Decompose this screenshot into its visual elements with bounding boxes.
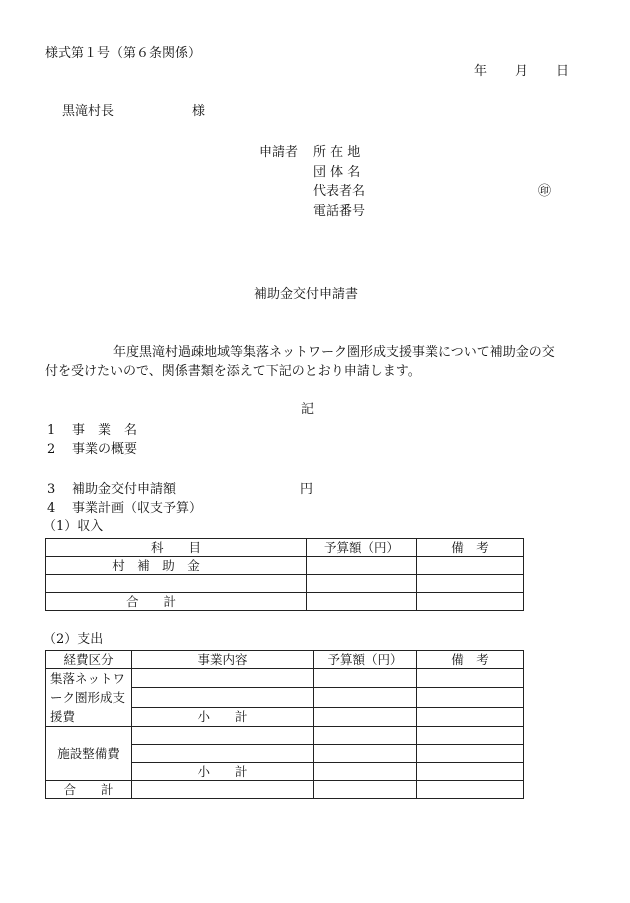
expense-amount-cell[interactable]: [314, 727, 417, 745]
expense-subtotal-1: 小 計: [132, 707, 314, 726]
expense-header-budget: 予算額（円）: [314, 651, 417, 669]
income-header-budget: 予算額（円）: [307, 539, 417, 557]
income-blank-subject[interactable]: [46, 575, 307, 593]
item-3-unit: 円: [300, 482, 314, 497]
expense-amount-cell[interactable]: [314, 669, 417, 688]
item-2-label: 事業の概要: [72, 442, 138, 457]
income-table: [45, 538, 524, 611]
expense-header-category: 経費区分: [46, 651, 132, 669]
seal-mark: ㊞: [538, 184, 552, 199]
addressee-honorific: 様: [192, 104, 206, 119]
income-heading: （1）収入: [43, 519, 104, 534]
table-row: [46, 593, 524, 611]
table-row: [46, 781, 524, 799]
item-2-number: 2: [47, 442, 56, 457]
expense-subtotal-2: 小 計: [132, 763, 314, 781]
date-year: 年: [474, 64, 488, 79]
income-village-subsidy: 村 補 助 金: [46, 557, 307, 575]
expense-remarks-cell[interactable]: [417, 669, 524, 688]
expense-amount-cell[interactable]: [314, 688, 417, 707]
form-number: 様式第１号（第６条関係）: [45, 46, 202, 61]
income-total-amount[interactable]: [307, 593, 417, 611]
table-row: [46, 557, 524, 575]
expense-total-label: 合 計: [46, 781, 132, 799]
expense-total-content[interactable]: [132, 781, 314, 799]
item-4-number: 4: [47, 501, 56, 516]
income-total-remarks[interactable]: [417, 593, 524, 611]
item-1-label: 事 業 名: [72, 423, 138, 438]
expense-header-content: 事業内容: [132, 651, 314, 669]
expense-subtotal-2-amount[interactable]: [314, 763, 417, 781]
addressee-name: 黒滝村長: [62, 104, 115, 119]
income-header-subject: 科 目: [46, 539, 307, 557]
expense-total-amount[interactable]: [314, 781, 417, 799]
table-row: [46, 539, 524, 557]
expense-amount-cell[interactable]: [314, 745, 417, 763]
applicant-phone-label: 電話番号: [313, 204, 366, 219]
expense-remarks-cell[interactable]: [417, 688, 524, 707]
expense-content-cell[interactable]: [132, 669, 314, 688]
expense-category-facility: 施設整備費: [46, 727, 132, 781]
expense-remarks-cell[interactable]: [417, 727, 524, 745]
date-month: 月: [515, 64, 529, 79]
income-village-subsidy-remarks[interactable]: [417, 557, 524, 575]
expense-subtotal-1-amount[interactable]: [314, 707, 417, 726]
income-total-label: 合 計: [46, 593, 307, 611]
income-village-subsidy-amount[interactable]: [307, 557, 417, 575]
item-1-number: 1: [47, 423, 56, 438]
body-line-2: 付を受けたいので、関係書類を添えて下記のとおり申請します。: [45, 364, 421, 379]
expense-total-remarks[interactable]: [417, 781, 524, 799]
expense-content-cell[interactable]: [132, 745, 314, 763]
expense-header-remarks: 備 考: [417, 651, 524, 669]
applicant-label: 申請者: [259, 145, 299, 160]
body-line-1: 年度黒滝村過疎地域等集落ネットワーク圏形成支援事業について補助金の交: [113, 345, 555, 360]
table-row: [46, 727, 524, 745]
item-3-number: 3: [47, 482, 56, 497]
expense-remarks-cell[interactable]: [417, 745, 524, 763]
expense-subtotal-2-remarks[interactable]: [417, 763, 524, 781]
expense-heading: （2）支出: [43, 632, 104, 647]
expense-table: [45, 650, 524, 799]
table-row: [46, 651, 524, 669]
applicant-rep-label: 代表者名: [313, 184, 366, 199]
income-blank-amount[interactable]: [307, 575, 417, 593]
document-title: 補助金交付申請書: [254, 287, 359, 302]
table-row: [46, 575, 524, 593]
expense-content-cell[interactable]: [132, 727, 314, 745]
ki-heading: 記: [301, 402, 315, 417]
item-3-label: 補助金交付申請額: [72, 482, 177, 497]
applicant-address-label: 所 在 地: [313, 145, 361, 160]
item-4-label: 事業計画（収支予算）: [72, 501, 203, 516]
table-row: [46, 669, 524, 688]
applicant-org-label: 団 体 名: [313, 165, 361, 180]
income-blank-remarks[interactable]: [417, 575, 524, 593]
expense-content-cell[interactable]: [132, 688, 314, 707]
income-header-remarks: 備 考: [417, 539, 524, 557]
date-day: 日: [556, 64, 570, 79]
expense-subtotal-1-remarks[interactable]: [417, 707, 524, 726]
expense-category-network: 集落ネットワーク圏形成支援費: [46, 669, 132, 727]
